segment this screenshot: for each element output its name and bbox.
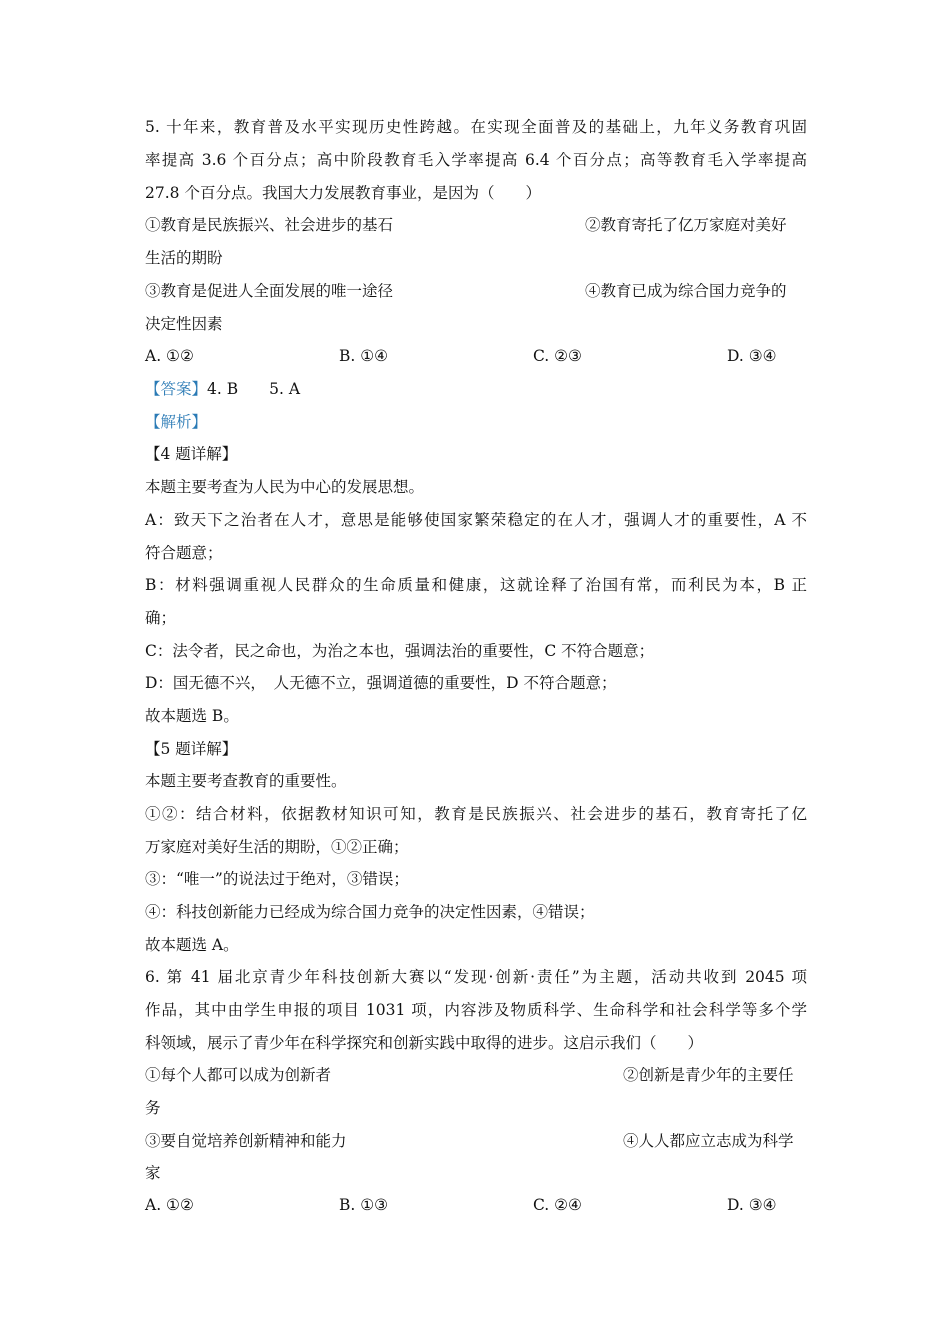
q5-option-1: ①教育是民族振兴、社会进步的基石 [145,216,394,234]
q5-stem-line-3: 27.8 个百分点。我国大力发展教育事业，是因为（ ） [145,184,541,202]
q6-option-1: ①每个人都可以成为创新者 [145,1066,332,1084]
q6-option-4-cont: 家 [145,1164,161,1182]
q5-option-4-cont: 决定性因素 [145,315,223,333]
q6-options-row-1 [145,1065,807,1085]
q6-stem-line-2: 作品，其中由学生申报的项目 1031 项，内容涉及物质科学、生命科学和社会科学等多个学 [145,1001,807,1019]
q4-detail-heading: 【4 题详解】 [145,445,238,463]
q5-stem-line-1: 5. 十年来，教育普及水平实现历史性跨越。在实现全面普及的基础上，九年义务教育巩固 [145,118,807,136]
q5-detail-p2b: 万家庭对美好生活的期盼，①②正确； [145,838,409,856]
q5-detail-p3: ③：“唯一”的说法过于绝对，③错误； [145,870,409,888]
q6-option-2-cont: 务 [145,1099,161,1117]
analysis-tag: 【解析】 [145,413,208,431]
q5-detail-p4: ④：科技创新能力已经成为综合国力竞争的决定性因素，④错误； [145,903,595,921]
q5-option-2: ②教育寄托了亿万家庭对美好 [585,216,787,234]
answer-tag: 【答案】 [145,380,208,398]
q6-stem-line-1: 6. 第 41 届北京青少年科技创新大赛以“发现·创新·责任”为主题，活动共收到 2045 项 [145,968,807,986]
q5-choice-d: D. ③④ [727,347,777,365]
q5-detail-p5: 故本题选 A。 [145,936,239,954]
q4-detail-p3b: 确； [145,609,177,627]
q6-option-4: ④人人都应立志成为科学 [623,1132,794,1150]
q5-detail-p2a: ①②：结合材料，依据教材知识可知，教育是民族振兴、社会进步的基石，教育寄托了亿 [145,805,807,823]
q5-option-4: ④教育已成为综合国力竞争的 [585,282,787,300]
q6-option-2: ②创新是青少年的主要任 [623,1066,794,1084]
q6-choice-c: C. ②④ [533,1196,582,1214]
q4-detail-p2a: A：致天下之治者在人才，意思是能够使国家繁荣稳定的在人才，强调人才的重要性，A 不 [145,511,807,529]
answer-text: 4. B 5. A [207,380,301,398]
q4-detail-p2b: 符合题意； [145,544,223,562]
q5-detail-heading: 【5 题详解】 [145,740,238,758]
q5-choice-b: B. ①④ [339,347,389,365]
q5-options-row-1 [145,215,807,235]
q6-option-3: ③要自觉培养创新精神和能力 [145,1132,347,1150]
q5-options-row-2 [145,281,807,301]
q6-choice-a: A. ①② [145,1196,194,1214]
q4-detail-p4: C：法令者，民之命也，为治之本也，强调法治的重要性，C 不符合题意； [145,642,655,660]
q6-options-row-2 [145,1131,807,1151]
q4-detail-p5: D：国无德不兴， 人无德不立，强调道德的重要性，D 不符合题意； [145,674,617,692]
q4-detail-p6: 故本题选 B。 [145,707,239,725]
q5-option-2-cont: 生活的期盼 [145,249,223,267]
q5-detail-p1: 本题主要考查教育的重要性。 [145,772,347,790]
q5-option-3: ③教育是促进人全面发展的唯一途径 [145,282,394,300]
q5-choice-c: C. ②③ [533,347,582,365]
answer-line [145,379,300,399]
q4-detail-p1: 本题主要考查为人民为中心的发展思想。 [145,478,425,496]
q4-detail-p3a: B：材料强调重视人民群众的生命质量和健康，这就诠释了治国有常，而利民为本，B 正 [145,576,807,594]
q5-choice-a: A. ①② [145,347,194,365]
q6-choice-d: D. ③④ [727,1196,777,1214]
q6-choice-b: B. ①③ [339,1196,389,1214]
q6-stem-line-3: 科领域，展示了青少年在科学探究和创新实践中取得的进步。这启示我们（ ） [145,1034,704,1052]
q5-stem-line-2: 率提高 3.6 个百分点；高中阶段教育毛入学率提高 6.4 个百分点；高等教育毛入学率提高 [145,151,807,169]
